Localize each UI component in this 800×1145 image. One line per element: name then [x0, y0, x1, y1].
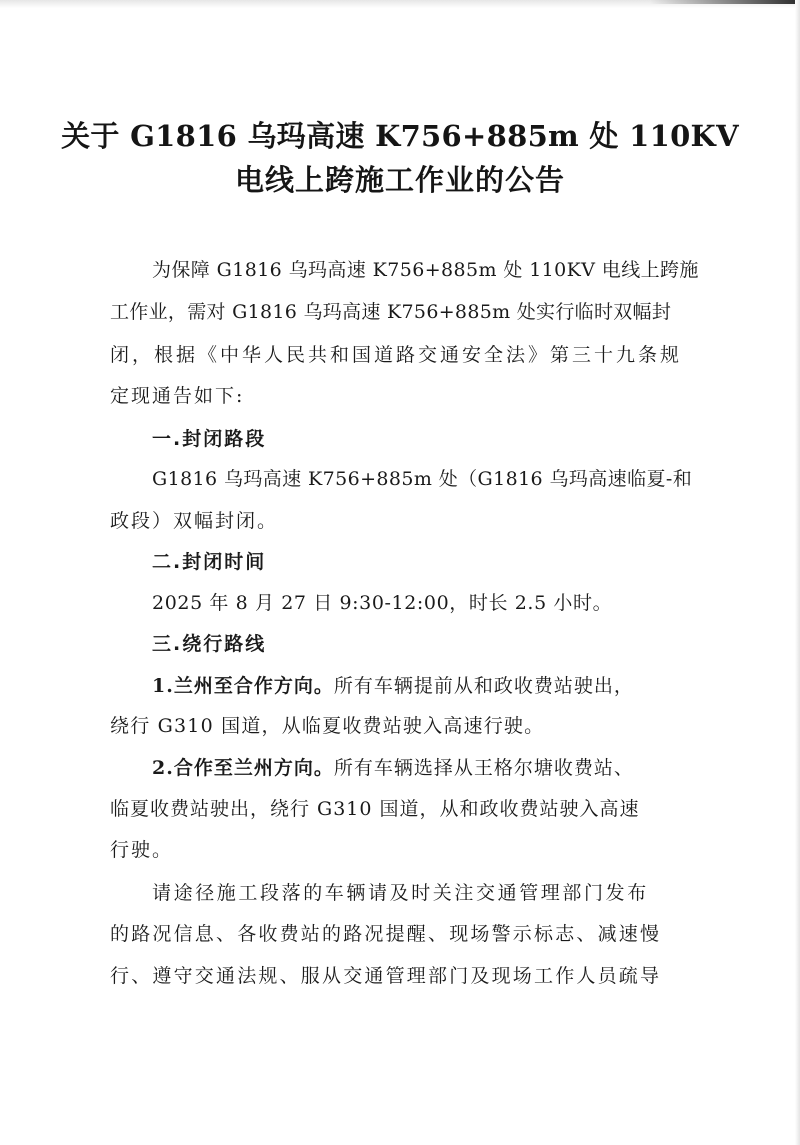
scan-edge-top [0, 0, 800, 8]
section-1-line-2: 政段）双幅封闭。 [110, 510, 279, 532]
section-2-line-1: 2025 年 8 月 27 日 9:30-12:00，时长 2.5 小时。 [152, 592, 613, 614]
section-1-line-1: G1816 乌玛高速 K756+885m 处（G1816 乌玛高速临夏-和 [152, 468, 693, 490]
section-3-item-2-line-1 [152, 755, 634, 781]
item-2-lead: 2.合作至兰州方向。 [152, 757, 334, 779]
intro-line-3: 闭，根据《中华人民共和国道路交通安全法》第三十九条规 [110, 344, 683, 366]
document-title-line-1: 关于 G1816 乌玛高速 K756+885m 处 110KV [61, 119, 739, 153]
section-3-item-2-line-3: 行驶。 [110, 839, 174, 861]
item-1-text: 所有车辆提前从和政收费站驶出， [333, 675, 634, 697]
document-title-line-2: 电线上跨施工作业的公告 [234, 163, 565, 197]
closing-line-1: 请途径施工段落的车辆请及时关注交通管理部门发布 [152, 882, 649, 904]
item-2-text: 所有车辆选择从王格尔塘收费站、 [333, 757, 634, 779]
section-1-heading: 一.封闭路段 [152, 428, 267, 450]
intro-line-4: 定现通告如下: [110, 385, 245, 407]
closing-line-3: 行、遵守交通法规、服从交通管理部门及现场工作人员疏导 [110, 965, 662, 987]
section-3-item-2-line-2: 临夏收费站驶出，绕行 G310 国道，从和政收费站驶入高速 [110, 798, 640, 820]
section-3-item-1-line-2: 绕行 G310 国道，从临夏收费站驶入高速行驶。 [110, 715, 545, 737]
section-3-item-1-line-1 [152, 673, 634, 699]
section-2-heading: 二.封闭时间 [152, 551, 267, 573]
item-1-lead: 1.兰州至合作方向。 [152, 675, 334, 697]
intro-line-2: 工作业，需对 G1816 乌玛高速 K756+885m 处实行临时双幅封 [110, 301, 672, 323]
intro-line-1: 为保障 G1816 乌玛高速 K756+885m 处 110KV 电线上跨施 [152, 259, 699, 281]
closing-line-2: 的路况信息、各收费站的路况提醒、现场警示标志、减速慢 [110, 923, 662, 945]
section-3-heading: 三.绕行路线 [152, 633, 267, 655]
